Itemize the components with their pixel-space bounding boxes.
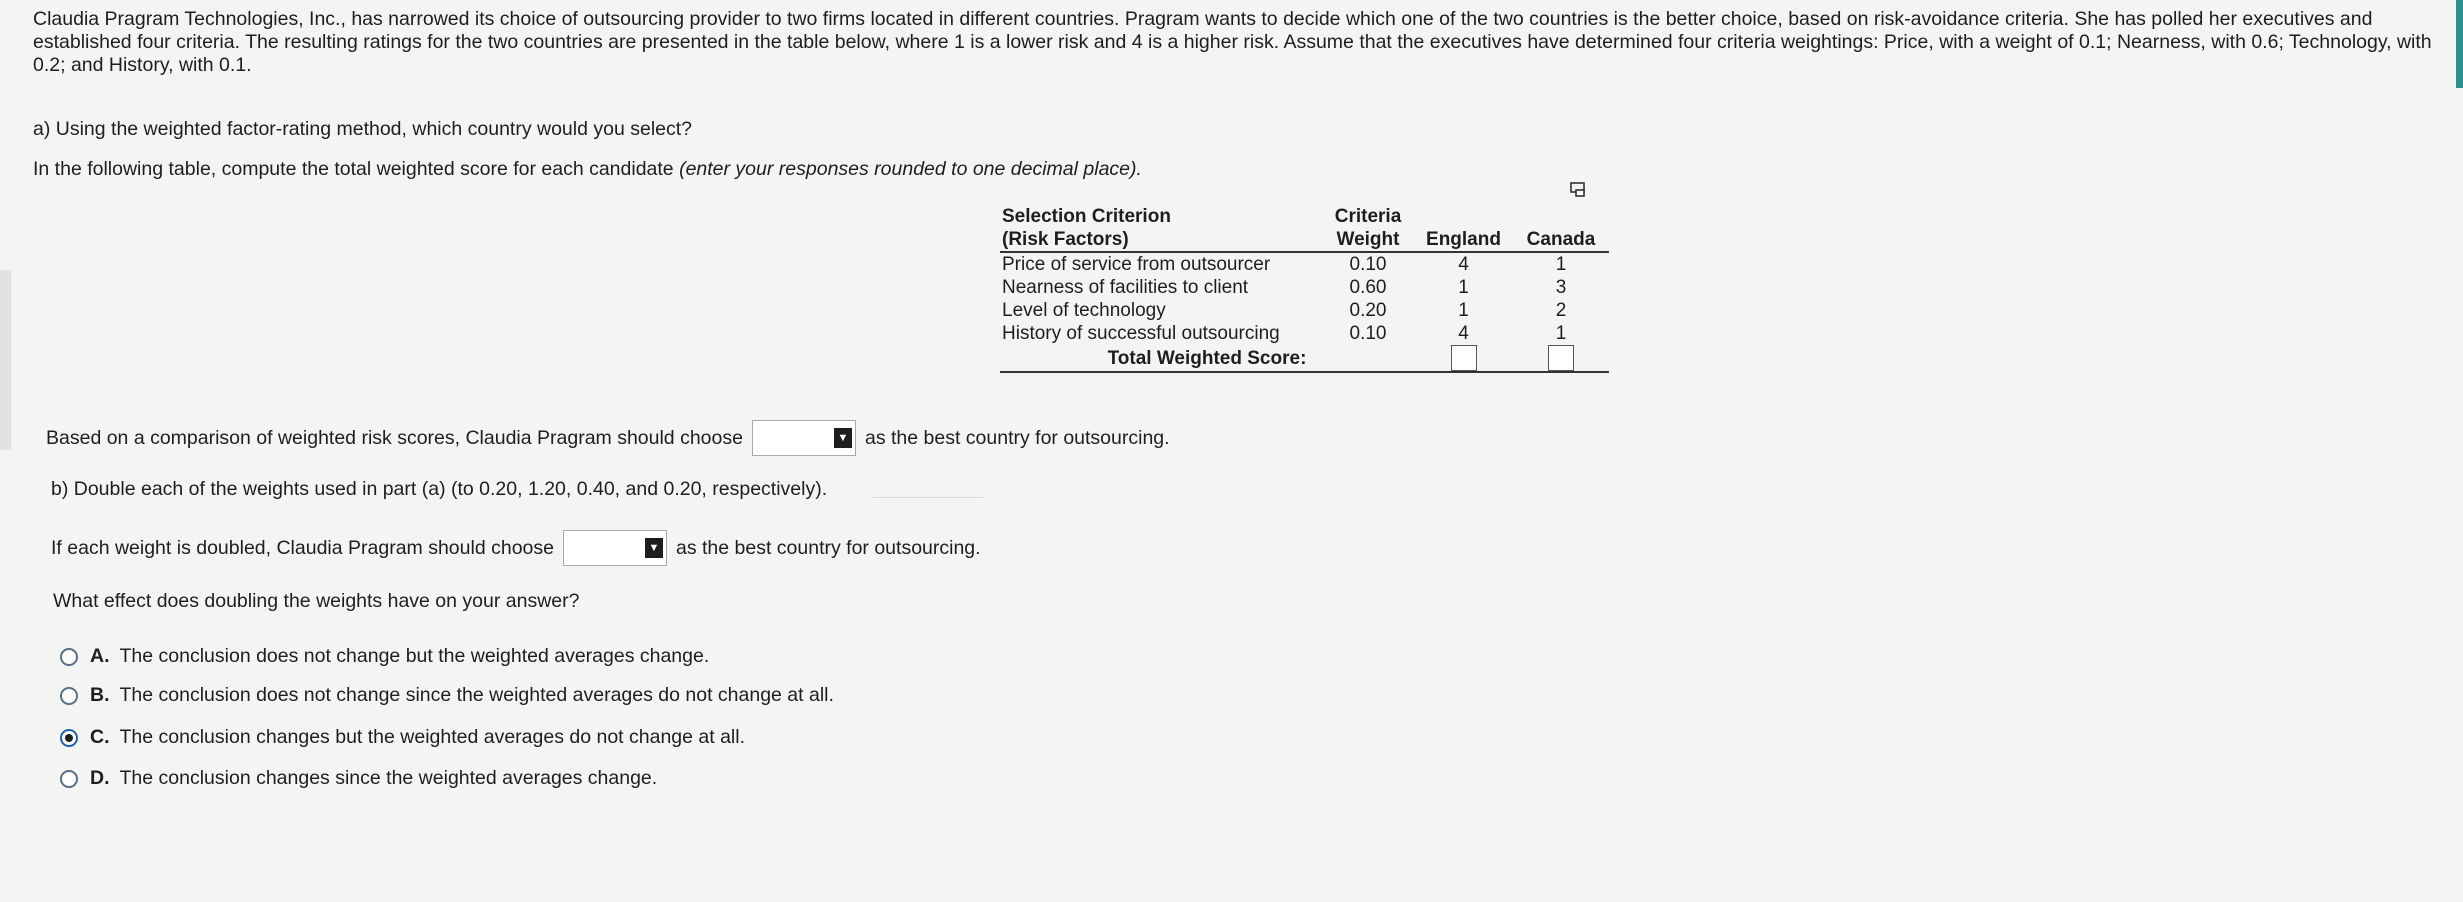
table-row: [1000, 252, 1609, 276]
criterion-name: History of successful outsourcing: [1002, 323, 1280, 344]
canada-rating: 1: [1555, 323, 1567, 344]
option-text: The conclusion changes but the weighted averages do not change at all.: [119, 726, 746, 748]
radio-option-d[interactable]: [60, 770, 78, 788]
criterion-name: Nearness of facilities to client: [1002, 277, 1249, 298]
part-b-answer-line: [51, 530, 981, 566]
option-text: The conclusion changes since the weighted averages change.: [119, 767, 658, 789]
radio-option-b[interactable]: [60, 687, 78, 705]
instruction-text: In the following table, compute the total weighted score for each candidate: [33, 158, 680, 180]
part-b-country-dropdown[interactable]: [563, 530, 667, 566]
header-criterion-1: Selection Criterion: [1002, 206, 1171, 227]
copy-table-icon[interactable]: [1568, 180, 1590, 200]
canada-rating: 2: [1555, 300, 1567, 321]
dropdown-arrow-icon: ▼: [834, 428, 852, 448]
header-weight-2: Weight: [1322, 228, 1414, 252]
accent-bar: [2456, 0, 2463, 88]
part-a-country-dropdown[interactable]: [752, 420, 856, 456]
effect-question: What effect does doubling the weights have on your answer?: [53, 590, 580, 612]
canada-total-input[interactable]: [1548, 345, 1574, 371]
option-c[interactable]: [60, 726, 745, 749]
problem-intro: Claudia Pragram Technologies, Inc., has narrowed its choice of outsourcing provider to two firms located in different countries. Pragram wants to decide which one of the two countries is the better choice, based on risk-avoidance criteria. She has polled her executives and established four criteria. The resulting ratings for the two countries are presented in the table below, where 1 is a lower risk and 4 is a higher risk. Assume that the executives have determined four criteria weightings: Price, with a weight of 0.1; Nearness, with 0.6; Technology, with 0.2; and History, with 0.1.: [33, 8, 2432, 76]
part-b-answer-suffix: as the best country for outsourcing.: [675, 536, 981, 559]
table-row: [1000, 322, 1609, 345]
criterion-weight: 0.10: [1349, 323, 1387, 344]
part-b-answer-text: If each weight is doubled, Claudia Pragram should choose: [51, 536, 554, 559]
criterion-name: Level of technology: [1002, 300, 1166, 321]
criterion-weight: 0.20: [1349, 300, 1387, 321]
header-england: England: [1414, 228, 1513, 252]
canada-rating: 1: [1555, 254, 1567, 275]
option-letter: A.: [90, 645, 110, 667]
part-a-answer-suffix: as the best country for outsourcing.: [864, 426, 1170, 449]
table-instruction: [33, 158, 1142, 181]
part-b-prompt: b) Double each of the weights used in part (a) (to 0.20, 1.20, 0.40, and 0.20, respectively).: [51, 478, 828, 500]
total-weighted-score-label: Total Weighted Score:: [1000, 345, 1414, 372]
part-a-question: a) Using the weighted factor-rating method, which country would you select?: [33, 118, 693, 140]
england-total-input[interactable]: [1451, 345, 1477, 371]
instruction-note: (enter your responses rounded to one decimal place).: [679, 158, 1142, 180]
radio-selected-dot: [65, 734, 73, 742]
england-rating: 1: [1458, 300, 1469, 321]
option-b[interactable]: [60, 684, 834, 707]
part-a-answer-text: Based on a comparison of weighted risk scores, Claudia Pragram should choose: [46, 426, 743, 449]
canada-rating: 3: [1555, 277, 1567, 298]
england-rating: 4: [1458, 323, 1469, 344]
header-canada: Canada: [1513, 228, 1609, 252]
table-row: [1000, 276, 1609, 299]
england-rating: 1: [1458, 277, 1469, 298]
option-letter: D.: [90, 767, 110, 789]
criteria-table: [1000, 205, 1609, 373]
header-criterion-2: (Risk Factors): [1000, 228, 1322, 252]
option-d[interactable]: [60, 767, 657, 790]
option-text: The conclusion does not change since the weighted averages do not change at all.: [119, 684, 834, 706]
criterion-weight: 0.10: [1349, 254, 1387, 275]
option-a[interactable]: [60, 645, 709, 668]
left-scroll-strip: [0, 270, 11, 450]
radio-option-a[interactable]: [60, 648, 78, 666]
dropdown-arrow-icon: ▼: [645, 538, 663, 558]
radio-option-c[interactable]: [60, 729, 78, 747]
part-a-answer-line: [46, 420, 1170, 456]
divider: [873, 497, 983, 498]
option-text: The conclusion does not change but the weighted averages change.: [119, 645, 710, 667]
header-weight-1: Criteria: [1334, 206, 1402, 227]
option-letter: B.: [90, 684, 110, 706]
england-rating: 4: [1458, 254, 1469, 275]
criterion-weight: 0.60: [1349, 277, 1387, 298]
criterion-name: Price of service from outsourcer: [1002, 254, 1271, 275]
option-letter: C.: [90, 726, 110, 748]
table-row: [1000, 299, 1609, 322]
